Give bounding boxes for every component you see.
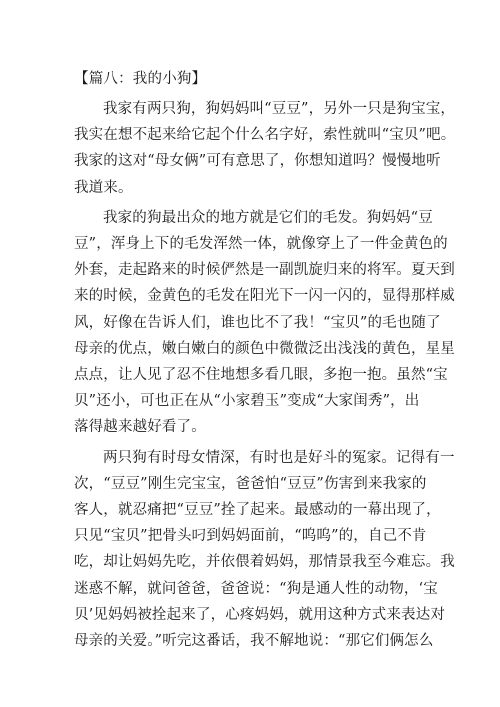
paragraph-line: 客人，就忍痛把“豆豆”拴了起来。最感动的一幕出现了， (74, 502, 441, 519)
paragraph-line: 贝”还小，可也正在从“小家碧玉”变成“大家闺秀”，出 (74, 393, 420, 410)
paragraph-line: 只见“宝贝”把骨头叼到妈妈面前，“呜呜”的，自己不肯 (74, 528, 427, 545)
paragraph-3 (74, 445, 455, 655)
paragraph-line: 落得越来越好看了。 (74, 419, 206, 436)
paragraph-line: 两只狗有时母女情深，有时也是好斗的冤家。记得有一 (103, 449, 455, 466)
paragraph-line: 豆”，浑身上下的毛发浑然一体，就像穿上了一件金黄色的 (74, 236, 448, 253)
paragraph-line: 风，好像在告诉人们，谁也比不了我！“宝贝”的毛也随了 (74, 314, 441, 331)
paragraph-line: 我家的这对“母女俩”可有意思了，你想知道吗？慢慢地听 (74, 153, 441, 170)
paragraph-2 (74, 205, 455, 441)
paragraph-1 (74, 96, 456, 201)
paragraph-line: 外套，走起路来的时候俨然是一副凯旋归来的将军。夏天到 (74, 262, 455, 279)
paragraph-line: 我道来。 (74, 179, 133, 196)
paragraph-line: 母亲的优点，嫩白嫩白的颜色中微微泛出浅浅的黄色，星星 (74, 340, 455, 357)
paragraph-line: 吃，却让妈妈先吃，并依偎着妈妈，那情景我至今难忘。我 (74, 554, 455, 571)
paragraph-line: 点点，让人见了忍不住地想多看几眼，多抱一抱。虽然“宝 (74, 367, 448, 384)
paragraph-line: 贝’见妈妈被拴起来了，心疼妈妈，就用这种方式来表达对 (74, 606, 446, 623)
article-body (74, 66, 456, 658)
paragraph-line: 次，“豆豆”刚生完宝宝，爸爸怕“豆豆”伤害到来我家的 (74, 475, 427, 492)
article-title: 【篇八：我的小狗】 (74, 71, 207, 87)
paragraph-line: 迷惑不解，就问爸爸，爸爸说：“狗是通人性的动物，‘宝 (74, 580, 438, 597)
paragraph-line: 我家有两只狗，狗妈妈叫“豆豆”，另外一只是狗宝宝， (103, 101, 456, 117)
paragraph-line: 我家的狗最出众的地方就是它们的毛发。狗妈妈“豆 (103, 209, 433, 226)
paragraph-line: 我实在想不起来给它起个什么名字好，索性就叫“宝贝”吧。 (74, 127, 456, 144)
paragraph-line: 母亲的关爱。”听完这番话，我不解地说：“那它们俩怎么 (74, 633, 434, 650)
paragraph-line: 来的时候，金黄色的毛发在阳光下一闪一闪的，显得那样威 (74, 288, 455, 305)
